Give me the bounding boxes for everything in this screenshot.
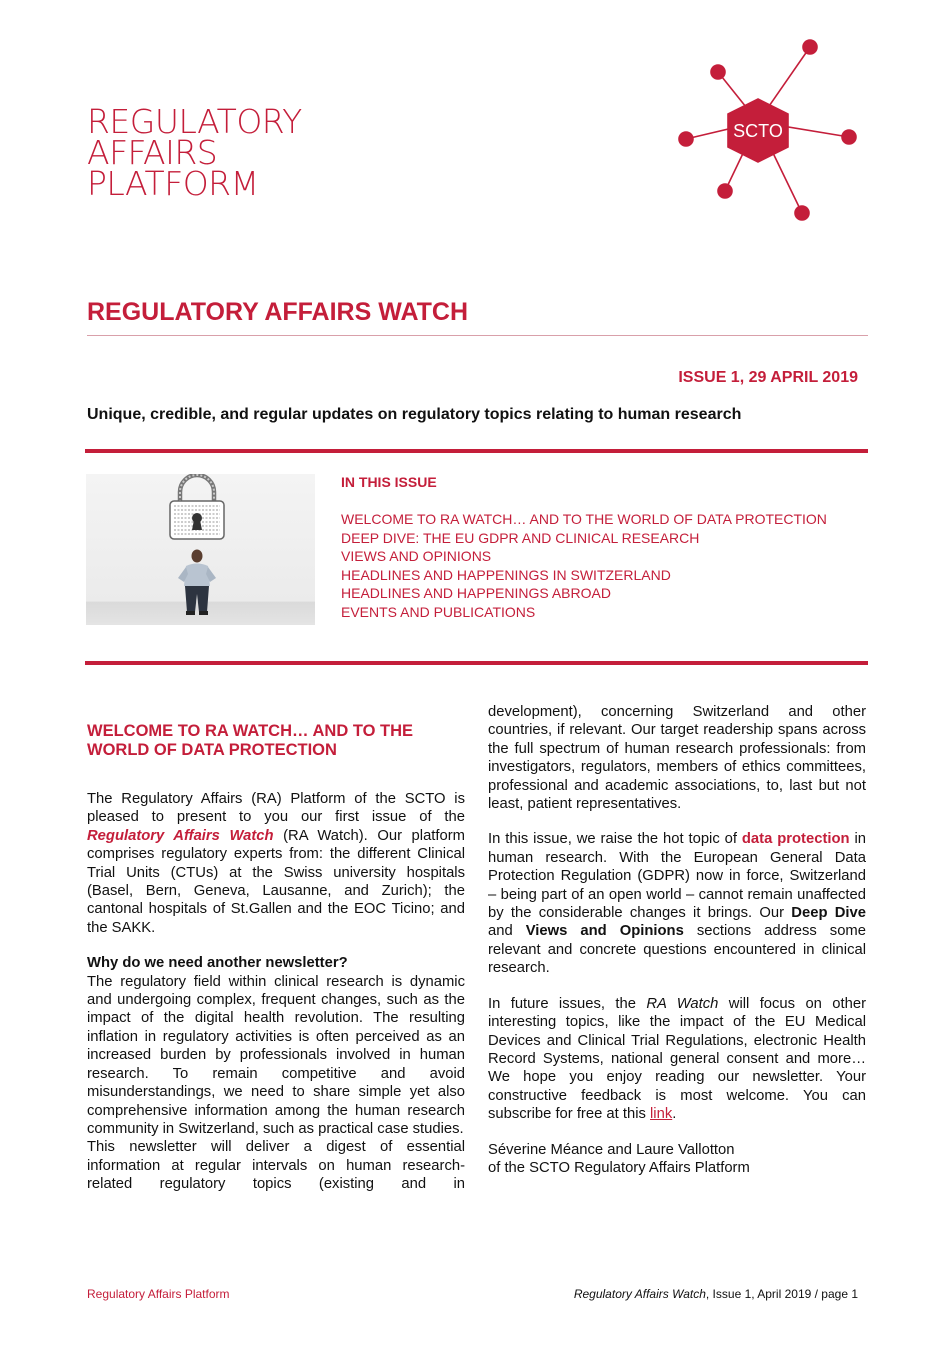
masthead-divider <box>87 335 868 336</box>
hero-image <box>86 474 315 625</box>
toc-item-deep-dive[interactable]: DEEP DIVE: THE EU GDPR AND CLINICAL RESEARCH <box>341 529 700 546</box>
subscribe-link[interactable]: link <box>650 1106 673 1123</box>
data-protection-paragraph: In this issue, we raise the hot topic of data protection in human research. With the European General Data Protection Regulation (GDPR) now in force, Switzerland – being part of an open world – cannot remain unaffected by the considerable changes it brings. Our Deep Dive and Views and Opinions sections address some relevant and concrete questions encountered in clinical research. <box>488 831 866 977</box>
article-title: WELCOME TO RA WATCH… AND TO THE WORLD OF DATA PROTECTION <box>87 722 414 759</box>
why-paragraph: The regulatory field within clinical research is dynamic and undergoing complex, frequent changes, such as the impact of the digital health revolution. The resulting inflation in regulatory activities is often perceived as an increased burden by professionals involved in human research. To remain competitive and avoid misunderstandings, we need to share simple yet also comprehensive information among the human research community in Switzerland, such as practical case studies. <box>87 973 465 1137</box>
toc-heading: IN THIS ISSUE <box>341 474 437 490</box>
ra-watch-italic: RA Watch <box>646 995 719 1012</box>
article-left-column <box>87 722 465 1194</box>
logo-text: SCTO <box>733 121 783 141</box>
toc-item-events[interactable]: EVENTS AND PUBLICATIONS <box>341 603 536 620</box>
future-issues-paragraph: In future issues, the RA Watch will focus on other interesting topics, like the impact of the EU Medical Devices and Clinical Trial Regulations, electronic Health Record Systems, national general consent and more… We hope you enjoy reading our newsletter. Your constructive feedback is most welcome. You can subscribe for free at this link. <box>488 995 867 1123</box>
why-newsletter-subhead: Why do we need another newsletter? <box>87 955 348 972</box>
digest-paragraph: This newsletter will deliver a digest of essential information at regular intervals on human research-related regulatory topics (existing and in <box>87 1139 465 1193</box>
signature-affiliation: of the SCTO Regulatory Affairs Platform <box>488 1159 750 1176</box>
table-of-contents <box>341 474 871 621</box>
views-opinions-ref: Views and Opinions <box>525 923 684 940</box>
scto-logo <box>672 36 862 226</box>
toc-item-switzerland[interactable]: HEADLINES AND HAPPENINGS IN SWITZERLAND <box>341 566 671 583</box>
ra-watch-emphasis: Regulatory Affairs Watch <box>87 827 274 844</box>
platform-name-line-3: PLATFORM <box>87 164 259 203</box>
footer-page-info: Regulatory Affairs Watch, Issue 1, April 2019 / page 1 <box>573 1287 858 1301</box>
signature-names: Séverine Méance and Laure Vallotton <box>488 1141 735 1158</box>
article-right-column <box>488 703 866 1177</box>
footer-platform: Regulatory Affairs Platform <box>87 1287 230 1301</box>
intro-paragraph: The Regulatory Affairs (RA) Platform of the SCTO is pleased to present to you our first issue of the Regulatory Affairs Watch (RA Watch). Our platform comprises regulatory experts from: the different Clinical Trial Units (CTUs) at the Swiss university hospitals (Basel, Bern, Geneva, Lausanne, and Zurich); the cantonal hospitals of St.Gallen and the EOC Ticino; and the SAKK. <box>87 791 465 936</box>
toc-item-views[interactable]: VIEWS AND OPINIONS <box>341 548 492 564</box>
toc-top-rule <box>85 449 868 453</box>
toc-item-welcome[interactable]: WELCOME TO RA WATCH… AND TO THE WORLD OF DATA PROTECTION <box>341 511 827 527</box>
platform-name <box>87 102 367 203</box>
platform-name-line-1: REGULATORY <box>87 102 302 141</box>
data-protection-link[interactable]: data protection <box>741 831 850 848</box>
issue-date: ISSUE 1, 29 APRIL 2019 <box>678 369 858 386</box>
deep-dive-ref: Deep Dive <box>791 905 866 922</box>
toc-bottom-rule <box>85 661 868 665</box>
tagline: Unique, credible, and regular updates on regulatory topics relating to human research <box>87 406 742 423</box>
platform-name-line-2: AFFAIRS <box>87 133 218 172</box>
toc-item-abroad[interactable]: HEADLINES AND HAPPENINGS ABROAD <box>341 585 611 601</box>
masthead-title: REGULATORY AFFAIRS WATCH <box>87 298 469 326</box>
digest-paragraph-continued: development), concerning Switzerland and other countries, if relevant. Our target readership spans across the full spectrum of human research professionals: from investigators, regulators, members of ethics committees, professional and academic associations, to, last but not least, patient representatives. <box>488 704 866 813</box>
